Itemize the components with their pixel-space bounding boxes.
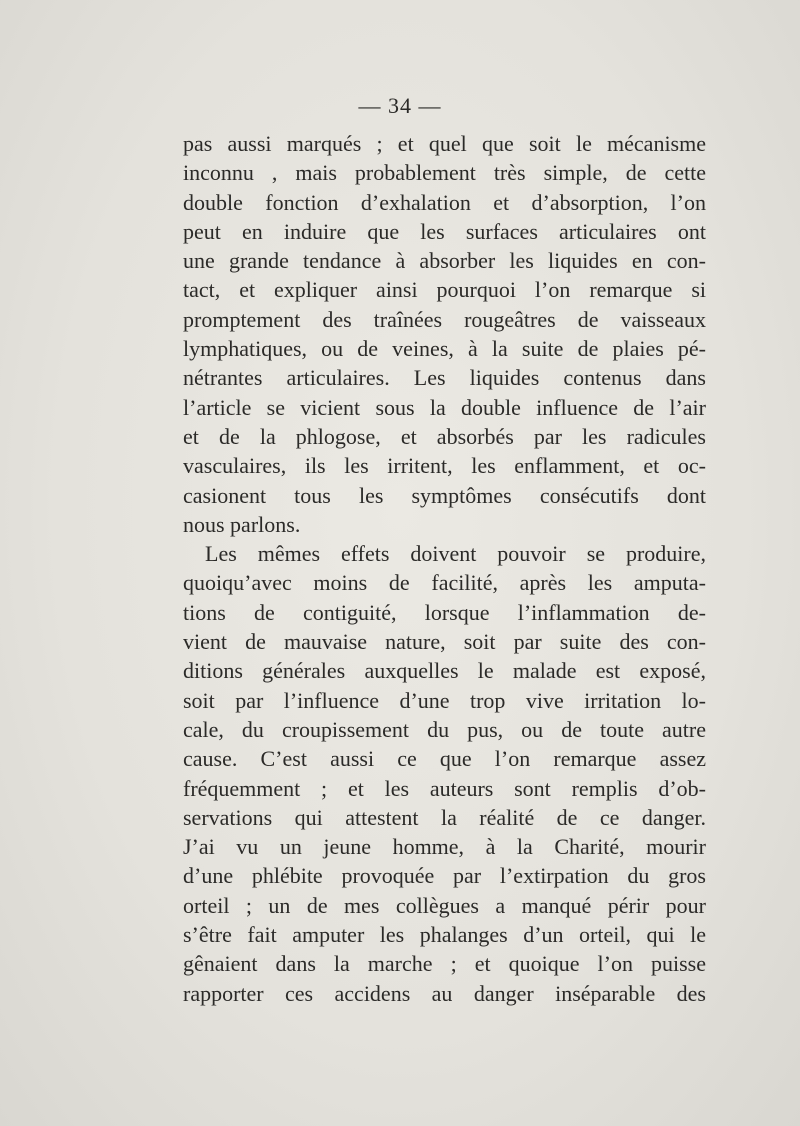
text-line: pas aussi marqués ; et quel que soit le mécanisme <box>183 131 706 156</box>
text-line: double fonction d’exhalation et d’absorption, l’on <box>183 189 706 215</box>
text-line: cause. C’est aussi ce que l’on remarque assez <box>183 746 706 772</box>
body-text <box>183 129 706 1008</box>
text-line: inconnu , mais probablement très simple, de cette <box>183 160 706 186</box>
text-line: Les mêmes effets doivent pouvoir se produire, <box>205 541 706 567</box>
text-line: d’une phlébite provoquée par l’extirpation du gros <box>183 863 706 889</box>
text-line: gênaient dans la marche ; et quoique l’on puisse <box>183 951 706 977</box>
text-line: s’être fait amputer les phalanges d’un orteil, qui le <box>183 922 706 948</box>
text-line: l’article se vicient sous la double influence de l’air <box>183 394 706 420</box>
text-line: lymphatiques, ou de veines, à la suite de plaies pé- <box>183 336 706 362</box>
text-line: quoiqu’avec moins de facilité, après les amputa- <box>183 570 706 596</box>
text-line: orteil ; un de mes collègues a manqué périr pour <box>183 892 706 918</box>
text-line: nétrantes articulaires. Les liquides contenus dans <box>183 365 706 391</box>
text-line: soit par l’influence d’une trop vive irritation lo- <box>183 687 706 713</box>
text-line: promptement des traînées rougeâtres de vaisseaux <box>183 306 706 332</box>
page-number: — 34 — <box>358 93 442 118</box>
text-line: vient de mauvaise nature, soit par suite des con- <box>183 629 706 655</box>
text-line: tions de contiguité, lorsque l’inflammation de- <box>183 599 706 625</box>
text-line: ditions générales auxquelles le malade est exposé, <box>183 658 706 684</box>
text-line: peut en induire que les surfaces articulaires ont <box>183 218 706 244</box>
text-line: une grande tendance à absorber les liquides en con- <box>183 248 706 274</box>
text-line: tact, et expliquer ainsi pourquoi l’on remarque si <box>183 277 706 303</box>
text-line: fréquemment ; et les auteurs sont remplis d’ob- <box>183 775 706 801</box>
text-line: J’ai vu un jeune homme, à la Charité, mourir <box>183 834 706 860</box>
text-line: vasculaires, ils les irritent, les enflamment, et oc- <box>183 453 706 479</box>
text-line: nous parlons. <box>183 511 301 537</box>
text-line: cale, du croupissement du pus, ou de toute autre <box>183 716 706 742</box>
text-line: servations qui attestent la réalité de ce danger. <box>183 804 706 830</box>
text-line: casionent tous les symptômes consécutifs dont <box>183 482 706 508</box>
text-line: rapporter ces accidens au danger inséparable des <box>183 980 706 1006</box>
text-line: et de la phlogose, et absorbés par les radicules <box>183 423 706 449</box>
